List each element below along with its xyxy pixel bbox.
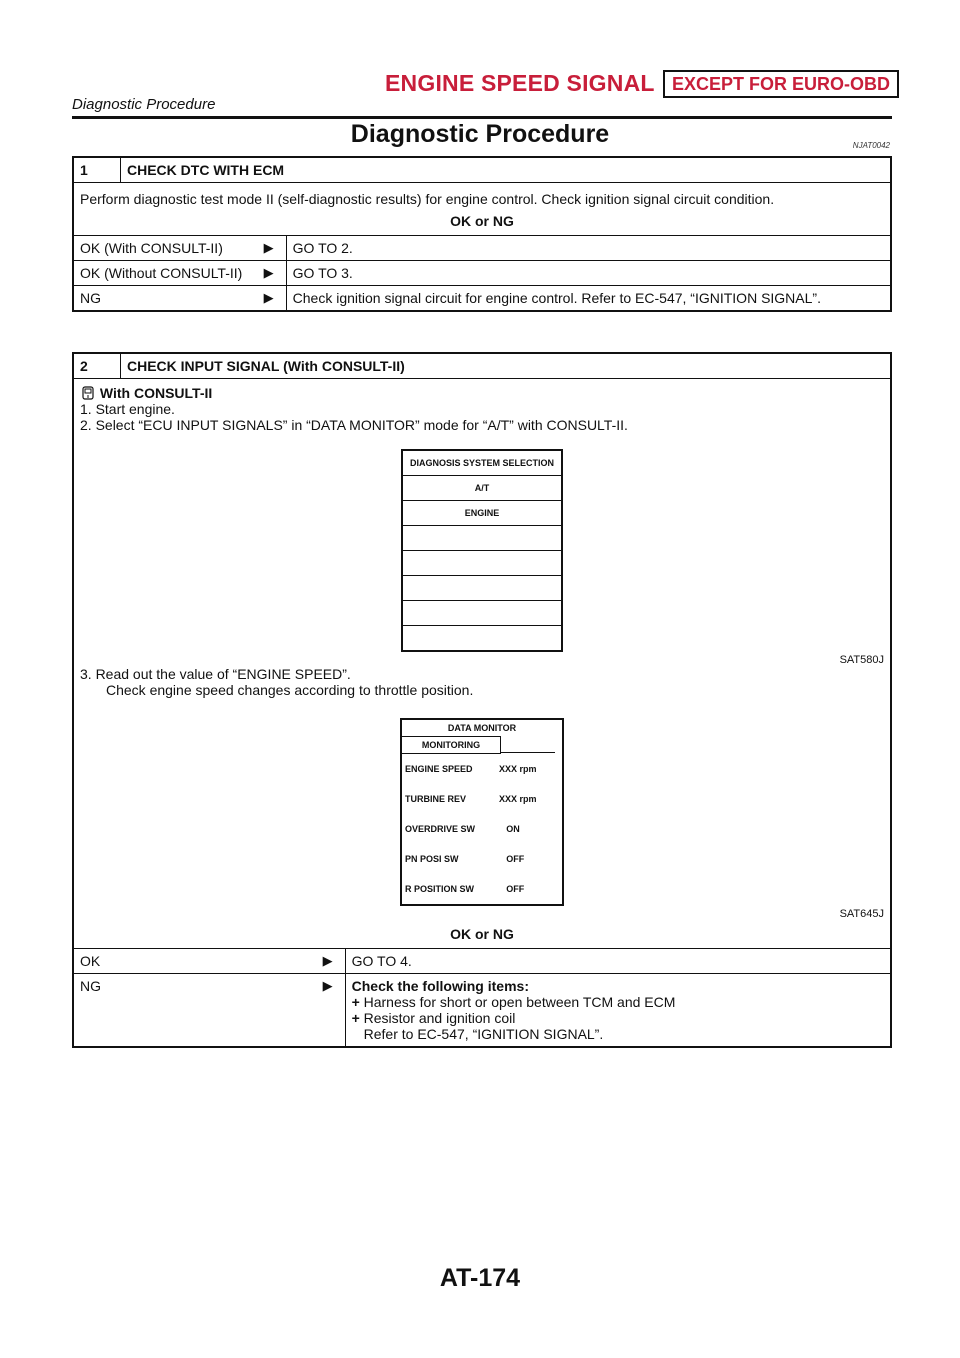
figure-code: SAT580J xyxy=(839,654,884,666)
check-heading: Check the following items: xyxy=(351,978,529,994)
result-action: GO TO 4. xyxy=(345,949,891,974)
monitor-value: OFF xyxy=(506,854,525,864)
bullet-icon: + xyxy=(351,1010,360,1026)
result-label: OK xyxy=(73,949,311,974)
screen-row xyxy=(403,551,561,576)
monitor-value: ON xyxy=(506,824,520,834)
monitoring-label: MONITORING xyxy=(402,736,501,754)
page-number: AT-174 xyxy=(439,1264,521,1292)
step-body xyxy=(73,379,891,949)
monitor-row xyxy=(402,754,562,784)
screen-row xyxy=(403,626,561,650)
check-item-text: Harness for short or open between TCM and ECM xyxy=(363,994,676,1010)
data-monitor-screen xyxy=(400,718,564,906)
monitor-value: OFF xyxy=(506,884,525,894)
refer-line: Refer to EC-547, “IGNITION SIGNAL”. xyxy=(363,1026,604,1042)
monitor-key: TURBINE REV xyxy=(405,794,467,804)
check-item-text: Resistor and ignition coil xyxy=(363,1010,516,1026)
monitor-row xyxy=(402,844,562,874)
screen-row xyxy=(403,576,561,601)
ok-or-ng: OK or NG xyxy=(450,213,514,229)
monitor-value: XXX rpm xyxy=(499,794,537,804)
arrow-right-icon: ▶ xyxy=(252,236,287,261)
monitor-key: R POSITION SW xyxy=(405,884,475,894)
instruction-line: 3. Read out the value of “ENGINE SPEED”. xyxy=(80,666,351,682)
instruction-line: 1. Start engine. xyxy=(80,401,175,417)
monitor-value: XXX rpm xyxy=(499,764,537,774)
consult-label: With CONSULT-II xyxy=(99,385,213,401)
arrow-right-icon: ▶ xyxy=(311,949,346,974)
step-number: 2 xyxy=(73,353,121,379)
screen-row xyxy=(403,601,561,626)
instruction-line: 2. Select “ECU INPUT SIGNALS” in “DATA MONITOR” mode for “A/T” with CONSULT-II. xyxy=(80,417,628,433)
result-label: OK (Without CONSULT-II) xyxy=(73,261,252,286)
bullet-icon: + xyxy=(351,994,360,1010)
step-1-table xyxy=(72,156,892,312)
monitor-key: ENGINE SPEED xyxy=(405,764,473,774)
step-instructions: Perform diagnostic test mode II (self-diagnostic results) for engine control. Check ignition signal circuit condition. xyxy=(80,191,775,207)
arrow-right-icon: ▶ xyxy=(252,261,287,286)
check-item xyxy=(352,994,884,1010)
step-2-table xyxy=(72,352,892,1048)
monitor-key: PN POSI SW xyxy=(405,854,459,864)
screen-title: DATA MONITOR xyxy=(447,723,517,733)
consult-line xyxy=(80,385,884,401)
monitor-key: OVERDRIVE SW xyxy=(405,824,476,834)
result-action: GO TO 2. xyxy=(286,236,891,261)
header-rule xyxy=(72,116,892,119)
arrow-right-icon: ▶ xyxy=(311,974,346,1048)
step-title: CHECK INPUT SIGNAL (With CONSULT-II) xyxy=(121,353,892,379)
step-body xyxy=(73,183,891,236)
section-subtitle: Diagnostic Procedure xyxy=(72,96,216,113)
diagnosis-system-selection-screen xyxy=(401,449,563,652)
monitor-row xyxy=(402,874,562,904)
step-number: 1 xyxy=(73,157,121,183)
screen-row: DIAGNOSIS SYSTEM SELECTION xyxy=(403,451,561,476)
result-label: OK (With CONSULT-II) xyxy=(73,236,252,261)
screen-row: ENGINE xyxy=(403,501,561,526)
page-title: Diagnostic Procedure xyxy=(350,120,610,148)
model-badge: EXCEPT FOR EURO-OBD xyxy=(663,70,899,98)
result-action: GO TO 3. xyxy=(286,261,891,286)
figure-code: SAT645J xyxy=(839,908,884,920)
screen-row xyxy=(403,526,561,551)
result-label: NG xyxy=(73,974,311,1048)
result-action: Check ignition signal circuit for engine control. Refer to EC-547, “IGNITION SIGNAL”. xyxy=(286,286,891,312)
result-action xyxy=(345,974,891,1048)
monitor-row xyxy=(402,814,562,844)
code-tag: NJAT0042 xyxy=(852,141,890,150)
consult-tool-icon xyxy=(80,386,96,400)
ok-or-ng: OK or NG xyxy=(450,926,514,942)
screen-cell xyxy=(501,736,555,753)
instruction-line: Check engine speed changes according to throttle position. xyxy=(106,682,474,698)
result-label: NG xyxy=(73,286,252,312)
screen-row: A/T xyxy=(403,476,561,501)
section-title: ENGINE SPEED SIGNAL xyxy=(385,70,655,96)
monitor-row xyxy=(402,784,562,814)
check-item xyxy=(352,1010,884,1026)
step-title: CHECK DTC WITH ECM xyxy=(121,157,892,183)
arrow-right-icon: ▶ xyxy=(252,286,287,312)
